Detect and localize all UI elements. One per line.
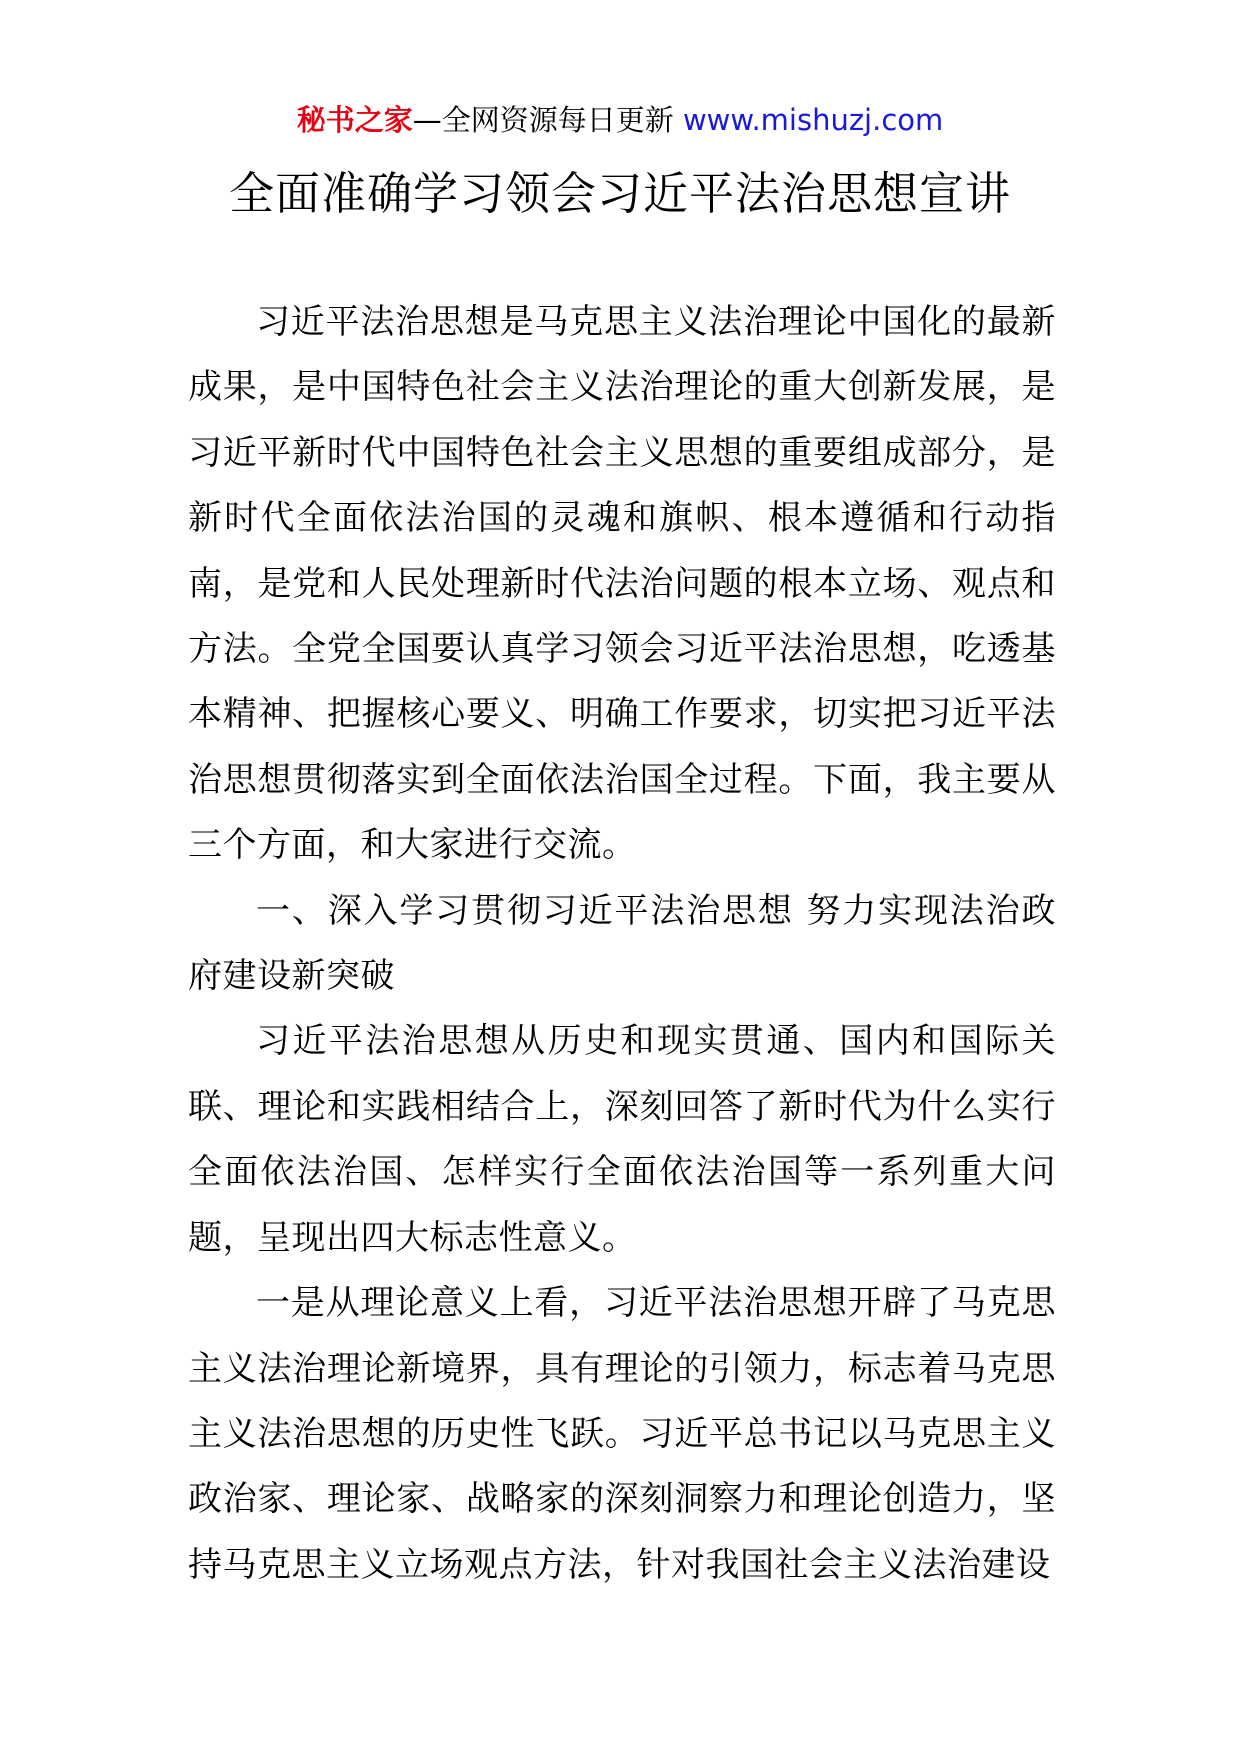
site-slogan: —全网资源每日更新 xyxy=(412,103,674,137)
paragraph-intro: 习近平法治思想是马克思主义法治理论中国化的最新成果，是中国特色社会主义法治理论的重大创新发展，是习近平新时代中国特色社会主义思想的重要组成部分，是新时代全面依法治国的灵魂和旗帜、根本遵循和行动指南，是党和人民处理新时代法治问题的根本立场、观点和方法。全党全国要认真学习领会习近平法治思想，吃透基本精神、把握核心要义、明确工作要求，切实把习近平法治思想贯彻落实到全面依法治国全过程。下面，我主要从三个方面，和大家进行交流。 xyxy=(188,302,1056,866)
paragraph-significance: 习近平法治思想从历史和现实贯通、国内和国际关联、理论和实践相结合上，深刻回答了新时代为什么实行全面依法治国、怎样实行全面依法治国等一系列重大问题，呈现出四大标志性意义。 xyxy=(188,1021,1056,1258)
site-url-link[interactable]: www.mishuzj.com xyxy=(682,103,944,137)
section-heading-1: 一、深入学习贯彻习近平法治思想 努力实现法治政府建设新突破 xyxy=(188,890,1056,997)
site-brand: 秘书之家 xyxy=(296,103,413,137)
paragraph-theory: 一是从理论意义上看，习近平法治思想开辟了马克思主义法治理论新境界，具有理论的引领力，标志着马克思主义法治思想的历史性飞跃。习近平总书记以马克思主义政治家、理论家、战略家的深刻洞察力和理论创造力，坚持马克思主义立场观点方法，针对我国社会主义法治建设 xyxy=(188,1283,1056,1585)
document-body xyxy=(188,290,1056,1598)
document-title: 全面准确学习领会习近平法治思想宣讲 xyxy=(228,167,1011,220)
site-header xyxy=(0,100,1240,140)
